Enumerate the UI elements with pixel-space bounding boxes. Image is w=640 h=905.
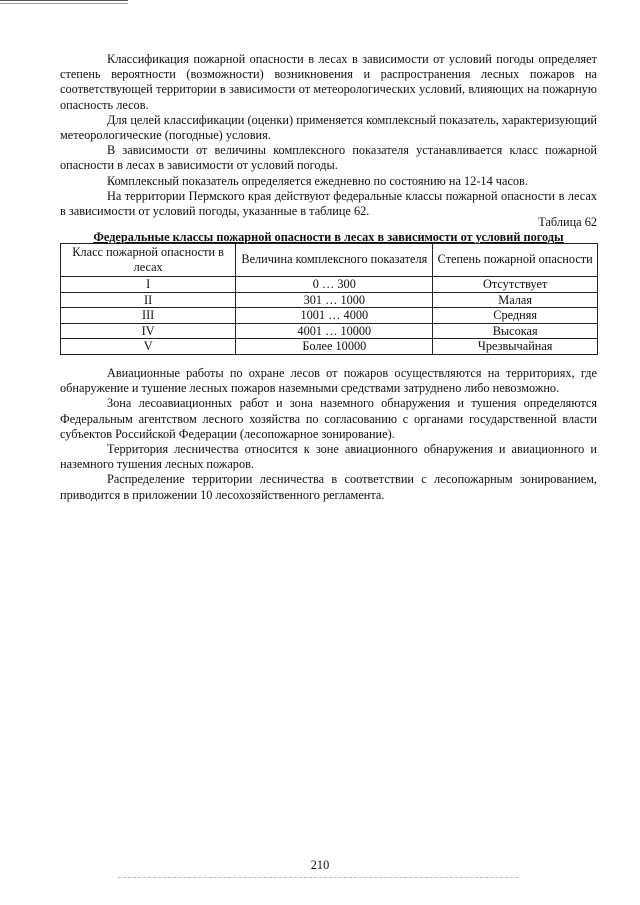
- paragraph: Территория лесничества относится к зоне авиационного обнаружения и авиационного и наземного тушения лесных пожаров.: [60, 442, 597, 472]
- table-cell: Более 10000: [236, 339, 433, 355]
- table-cell: 1001 … 4000: [236, 308, 433, 324]
- paragraph: Авиационные работы по охране лесов от пожаров осуществляются на территориях, где обнаружение и тушение лесных пожаров наземными средствами затруднено либо невозможно.: [60, 366, 597, 396]
- fire-danger-table: [60, 243, 598, 355]
- table-title: Федеральные классы пожарной опасности в лесах в зависимости от условий погоды: [93, 230, 564, 244]
- table-cell: Средняя: [433, 308, 598, 324]
- paragraph: Зона лесоавиационных работ и зона наземного обнаружения и тушения определяются Федеральным агентством лесного хозяйства по согласованию с органами государственной власти субъектов Российской Федерации (лесопожарное зонирование).: [60, 396, 597, 441]
- table-header-row: [61, 244, 598, 277]
- intro-text: [60, 52, 597, 219]
- table-cell: I: [61, 277, 236, 293]
- table-cell: 0 … 300: [236, 277, 433, 293]
- scan-edge-line: [0, 0, 128, 1]
- paragraph: В зависимости от величины комплексного показателя устанавливается класс пожарной опасности в лесах в зависимости от условий погоды.: [60, 143, 597, 173]
- table-cell: 4001 … 10000: [236, 323, 433, 339]
- table-cell: Малая: [433, 292, 598, 308]
- table-cell: Отсутствует: [433, 277, 598, 293]
- table-row: [61, 323, 598, 339]
- table-cell: Высокая: [433, 323, 598, 339]
- paragraph: Для целей классификации (оценки) применяется комплексный показатель, характеризующий метеорологические (погодные) условия.: [60, 112, 597, 143]
- scan-edge-line: [118, 877, 518, 879]
- column-header: Класс пожарной опасности в лесах: [61, 244, 236, 277]
- table-row: [61, 339, 598, 355]
- table-cell: III: [61, 308, 236, 324]
- paragraph: Распределение территории лесничества в соответствии с лесопожарным зонированием, приводится в приложении 10 лесохозяйственного регламента.: [60, 472, 597, 502]
- table-cell: V: [61, 339, 236, 355]
- table-cell: 301 … 1000: [236, 292, 433, 308]
- column-header: Степень пожарной опасности: [433, 244, 598, 277]
- table-number: Таблица 62: [538, 215, 597, 229]
- page-number: 210: [310, 858, 330, 872]
- table-cell: II: [61, 292, 236, 308]
- table-row: [61, 277, 598, 293]
- paragraph: Комплексный показатель определяется ежедневно по состоянию на 12-14 часов.: [107, 173, 528, 188]
- paragraph: Классификация пожарной опасности в лесах в зависимости от условий погоды определяет степень вероятности (возможности) возникновения и распространения лесных пожаров на соответствующей территории в зависимости от метеорологических условий, влияющих на пожарную опасность лесов.: [60, 52, 597, 112]
- table-cell: Чрезвычайная: [433, 339, 598, 355]
- column-header: Величина комплексного показателя: [236, 244, 433, 277]
- table-cell: IV: [61, 323, 236, 339]
- table-row: [61, 292, 598, 308]
- table-row: [61, 308, 598, 324]
- scan-edge-line: [0, 3, 128, 4]
- aviation-text: [60, 366, 597, 503]
- paragraph: На территории Пермского края действуют федеральные классы пожарной опасности в лесах в зависимости от условий погоды, указанные в таблице 62.: [60, 188, 597, 219]
